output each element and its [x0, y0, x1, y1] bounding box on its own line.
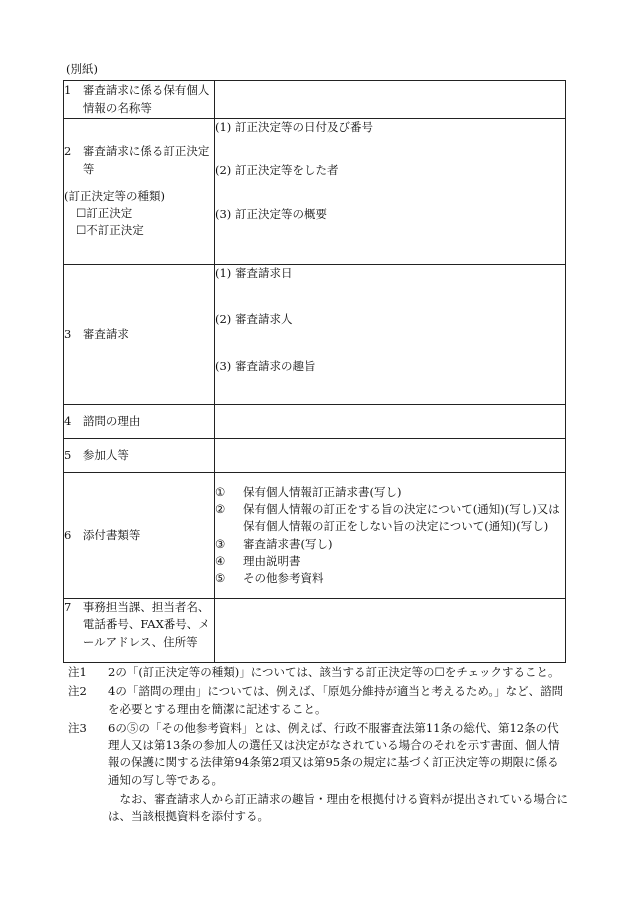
checkbox-correction-decision[interactable]: ☐訂正決定 [76, 206, 133, 221]
label-cell [64, 265, 215, 405]
note-item [68, 683, 568, 718]
label-cell [64, 439, 215, 473]
row-consultation-reason [64, 405, 566, 439]
attachment-mark: ① [215, 484, 226, 499]
participants-field[interactable] [215, 439, 566, 473]
page-label: (別紙) [66, 62, 98, 76]
attachment-text: その他参考資料 [243, 571, 324, 585]
attachment-item [215, 536, 565, 553]
note-label: 注2 [68, 684, 87, 699]
row-label: 参加人等 [82, 447, 129, 462]
row-number: 3 [64, 326, 83, 341]
item-request-date: (1) 審査請求日 [215, 266, 293, 280]
item-decision-maker: (2) 訂正決定等をした者 [215, 163, 339, 178]
note-label: 注3 [68, 720, 87, 735]
note-item [68, 720, 568, 789]
attachment-text: 理由説明書 [243, 553, 301, 568]
attachment-mark: ③ [215, 536, 226, 551]
row-number: 2 [64, 144, 83, 159]
attachment-text: 保有個人情報の訂正をする旨の決定について(通知)(写し)又は保有個人情報の訂正をしない旨の決定について(通知)(写し) [243, 502, 560, 534]
row-number: 7 [64, 600, 83, 614]
row-correction-decision [64, 119, 566, 265]
row-label: 審査請求 [82, 326, 129, 341]
attachments-list [215, 473, 566, 599]
review-request-form-table [63, 80, 566, 663]
row-number: 6 [64, 527, 83, 542]
row-attachments [64, 473, 566, 599]
attachment-item [215, 501, 565, 536]
attachment-mark: ⑤ [215, 571, 226, 585]
attachment-mark: ④ [215, 553, 226, 568]
row-label: 審査請求に係る訂正決定等 [82, 144, 210, 176]
row-number: 1 [64, 83, 83, 98]
note-text: 4の「諮問の理由」については、例えば、「原処分維持が適当と考えるため。」など、諮問を必要とする理由を簡潔に記述すること。 [108, 684, 564, 716]
checkbox-non-correction-decision[interactable]: ☐不訂正決定 [76, 223, 144, 238]
row-participants [64, 439, 566, 473]
attachment-text: 保有個人情報訂正請求書(写し) [243, 484, 402, 499]
note-additional: なお、審査請求人から訂正請求の趣旨・理由を根拠付ける資料が提出されている場合には、当該根拠資料を添付する。 [108, 791, 568, 823]
item-decision-date-number: (1) 訂正決定等の日付及び番号 [215, 120, 373, 134]
review-request-field[interactable] [215, 265, 566, 405]
row-personal-info-name [64, 81, 566, 119]
attachment-item [215, 553, 565, 570]
item-decision-summary: (3) 訂正決定等の概要 [215, 206, 327, 221]
item-request-purpose: (3) 審査請求の趣旨 [215, 358, 316, 373]
decision-type-heading: (訂正決定等の種類) [64, 188, 165, 203]
row-label: 事務担当課、担当者名、電話番号、FAX番号、メールアドレス、住所等 [82, 600, 210, 649]
label-cell [64, 81, 215, 119]
label-cell [64, 599, 215, 663]
attachment-text: 審査請求書(写し) [243, 536, 333, 551]
row-label: 諮問の理由 [82, 413, 141, 428]
item-requester: (2) 審査請求人 [215, 312, 293, 327]
row-review-request [64, 265, 566, 405]
consultation-reason-field[interactable] [215, 405, 566, 439]
personal-info-name-field[interactable] [215, 81, 566, 119]
note-text: 6の⑤の「その他参考資料」とは、例えば、行政不服審査法第11条の総代、第12条の代理人又は第13条の参加人の選任又は決定がなされている場合のそれを示す書面、個人情報の保護に関する法律第94条第2項又は第95条の規定に基づく訂正決定等の期限に係る通知の写し等である。 [108, 720, 560, 787]
attachment-item [215, 484, 565, 501]
contact-info-field[interactable] [215, 599, 566, 663]
note-label: 注1 [68, 665, 87, 679]
row-number: 5 [64, 447, 83, 462]
attachment-mark: ② [215, 502, 226, 516]
note-item [68, 664, 568, 681]
row-contact-info [64, 599, 566, 663]
attachment-item [215, 570, 565, 587]
label-cell [64, 473, 215, 599]
notes-section [68, 664, 568, 825]
note-text: 2の「(訂正決定等の種類)」については、該当する訂正決定等の☐をチェックすること。 [108, 665, 560, 679]
row-label: 添付書類等 [82, 527, 141, 542]
correction-decision-field[interactable] [215, 119, 566, 265]
label-cell [64, 119, 215, 265]
label-cell [64, 405, 215, 439]
row-label: 審査請求に係る保有個人情報の名称等 [82, 83, 210, 115]
row-number: 4 [64, 413, 83, 428]
